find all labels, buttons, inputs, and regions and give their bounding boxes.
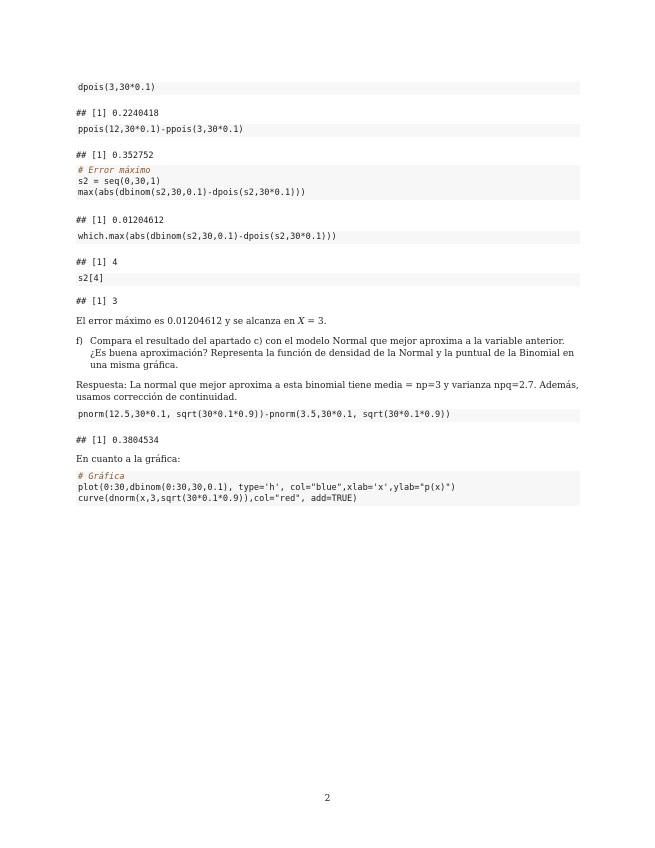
- paragraph-error-max: El error máximo es 0.01204612 y se alcanza en X = 3.: [76, 317, 327, 327]
- code-line: s2[4]: [78, 274, 104, 284]
- code-block-pnorm: [76, 409, 580, 422]
- code-line: pnorm(12.5,30*0.1, sqrt(30*0.1*0.9))-pnorm(3.5,30*0.1, sqrt(30*0.1*0.9)): [78, 410, 451, 420]
- list-item-f: [76, 336, 580, 372]
- code-block-ppois: [76, 124, 580, 137]
- code-block-error-max: [76, 165, 580, 200]
- code-line: s2 = seq(0,30,1): [78, 177, 161, 187]
- code-line: curve(dnorm(x,3,sqrt(30*0.1*0.9)),col="red", add=TRUE): [78, 494, 358, 504]
- code-line: which.max(abs(dbinom(s2,30,0.1)-dpois(s2,30*0.1))): [78, 232, 337, 242]
- code-line: dpois(3,30*0.1): [78, 83, 156, 93]
- list-item-text: Compara el resultado del apartado c) con el modelo Normal que mejor aproxima a la variable anterior. ¿Es buena aproximación? Representa la función de densidad de la Normal y la puntual de la Binomial en una misma gráfica.: [90, 337, 575, 371]
- page-number: 2: [324, 794, 331, 804]
- code-block-which-max: [76, 231, 580, 244]
- paragraph-respuesta: Respuesta: La normal que mejor aproxima a esta binomial tiene media = np=3 y varianza npq=2.7. Además, usamos corrección de continuidad.: [76, 381, 579, 403]
- code-line: plot(0:30,dbinom(0:30,30,0.1), type='h', col="blue",xlab='x',ylab="p(x)"): [78, 483, 456, 493]
- code-block-plot: [76, 471, 580, 506]
- output-ppois: ## [1] 0.352752: [76, 151, 154, 161]
- output-dpois: ## [1] 0.2240418: [76, 109, 159, 119]
- code-block-s2-index: [76, 273, 580, 286]
- output-pnorm: ## [1] 0.3804534: [76, 436, 159, 446]
- code-line: max(abs(dbinom(s2,30,0.1)-dpois(s2,30*0.1))): [78, 188, 306, 198]
- code-comment: # Gráfica: [78, 472, 125, 482]
- output-which-max: ## [1] 4: [76, 258, 118, 268]
- list-marker: f): [76, 337, 83, 347]
- code-line: ppois(12,30*0.1)-ppois(3,30*0.1): [78, 125, 244, 135]
- output-error-max: ## [1] 0.01204612: [76, 216, 164, 226]
- code-comment: # Error máximo: [78, 166, 151, 176]
- paragraph-grafica: En cuanto a la gráfica:: [76, 455, 181, 465]
- code-block-dpois: [76, 82, 580, 95]
- output-s2-index: ## [1] 3: [76, 297, 118, 307]
